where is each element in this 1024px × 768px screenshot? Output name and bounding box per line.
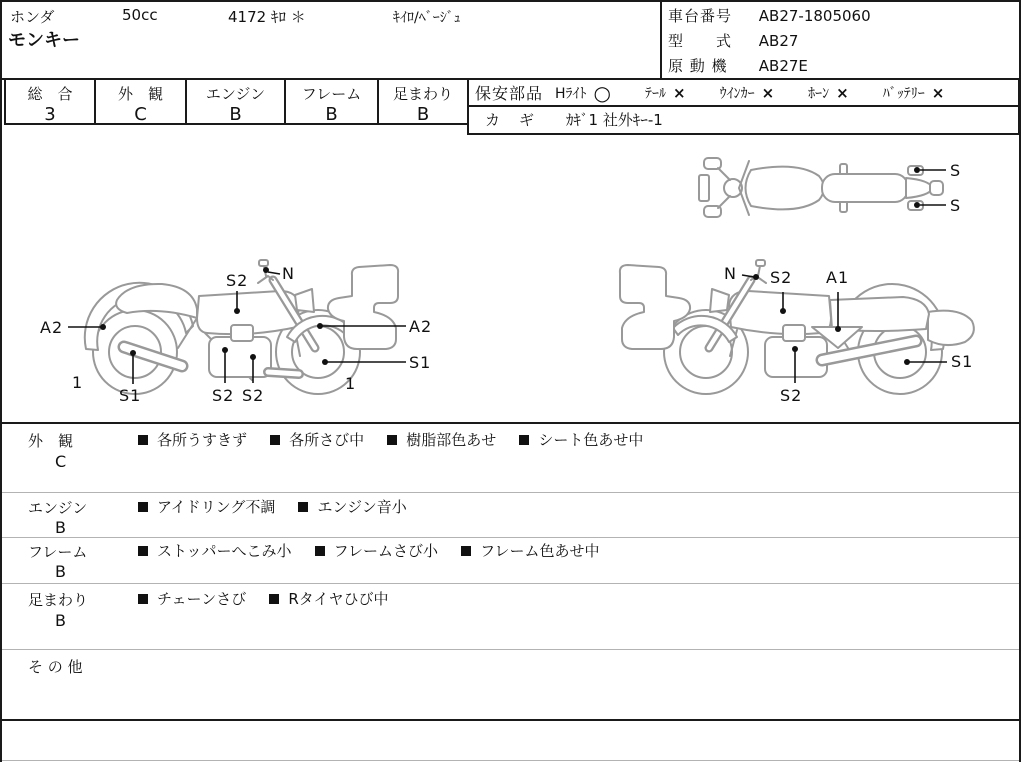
- section-comments: [138, 540, 618, 561]
- engine-label: 原 動 機: [668, 57, 728, 75]
- comment-text: シート色あせ中: [538, 431, 644, 449]
- bullet-square-icon: [298, 502, 308, 512]
- right-bike-drawing: [620, 260, 974, 394]
- bullet-square-icon: [270, 435, 280, 445]
- divider: [0, 719, 1021, 721]
- divider-header-vertical: [660, 0, 662, 78]
- divider: [2, 583, 1019, 584]
- safety-item-label: Hﾗｲﾄ: [555, 85, 587, 102]
- part-label-n-left: N: [282, 264, 295, 283]
- safety-item-label: ﾃｰﾙ: [645, 85, 666, 102]
- section-comments: [138, 588, 406, 609]
- divider: [2, 537, 1019, 538]
- safety-item-label: ｳｲﾝｶｰ: [719, 85, 755, 102]
- status-ng-mark: ×: [761, 83, 775, 102]
- key-label: カ ギ: [485, 110, 537, 129]
- type-row: [668, 30, 798, 51]
- chassis-number-row: [668, 5, 871, 26]
- divider: [2, 649, 1019, 650]
- comment-text: エンジン音小: [317, 498, 407, 516]
- part-label-s2-rbottom: S2: [780, 386, 803, 405]
- section-label: 足まわり: [28, 591, 89, 609]
- section-grade: B: [55, 518, 66, 537]
- bullet-square-icon: [138, 594, 148, 604]
- section-grade: C: [55, 452, 67, 471]
- safety-item-headlight: [555, 80, 611, 105]
- section-comments: [138, 429, 661, 450]
- bullet-square-icon: [387, 435, 397, 445]
- part-label-n-right: N: [724, 264, 737, 283]
- rating-box-overall: [4, 78, 96, 125]
- top-view-drawing: [699, 158, 943, 217]
- status-ng-mark: ×: [673, 83, 686, 102]
- rating-value: 3: [44, 104, 56, 125]
- bullet-square-icon: [269, 594, 279, 604]
- part-label-s1-bottom: S1: [119, 386, 142, 405]
- comment-item: [270, 429, 364, 450]
- rating-label: エンジン: [205, 85, 266, 103]
- status-ng-mark: ×: [836, 83, 849, 102]
- safety-parts-row: [469, 80, 1018, 107]
- type-value: AB27: [758, 32, 799, 50]
- comment-item: [138, 429, 247, 450]
- rating-label: 総 合: [27, 85, 73, 103]
- comment-item: [138, 540, 292, 561]
- rating-box-exterior: [94, 78, 187, 125]
- comment-item: [138, 588, 246, 609]
- comment-item: [298, 496, 406, 517]
- comment-text: 樹脂部色あせ: [406, 431, 497, 449]
- model-name: モンキー: [8, 30, 80, 51]
- part-label-s2-b1: S2: [212, 386, 235, 405]
- rating-label: 足まわり: [392, 85, 453, 103]
- part-label-s2-top: S2: [226, 271, 249, 290]
- comment-text: 各所さび中: [289, 431, 365, 449]
- bullet-square-icon: [138, 435, 148, 445]
- comment-item: [138, 496, 275, 517]
- body-color: ｷｲﾛ/ﾍﾞｰｼﾞｭ: [393, 10, 461, 26]
- part-label-s-lower: S: [950, 196, 962, 215]
- comment-text: フレーム色あせ中: [480, 542, 600, 560]
- safety-parts-title: 保安部品: [475, 84, 544, 103]
- part-label-1-left: 1: [72, 373, 84, 392]
- rating-value: C: [134, 104, 147, 125]
- part-label-s2-b2: S2: [242, 386, 265, 405]
- safety-item-label: ﾎｰﾝ: [808, 85, 830, 102]
- part-label-s2-rtop: S2: [770, 268, 793, 287]
- part-label-a1: A1: [826, 268, 850, 287]
- status-ok-mark: ○: [593, 80, 611, 105]
- safety-item-battery: [883, 83, 945, 103]
- part-label-a2-right: A2: [409, 317, 433, 336]
- engine-value: AB27E: [758, 57, 808, 75]
- safety-item-winker: [720, 83, 775, 103]
- rating-label: 外 観: [117, 85, 163, 103]
- bullet-square-icon: [138, 546, 148, 556]
- rating-label: フレーム: [301, 85, 362, 103]
- section-label: フレーム: [28, 543, 88, 561]
- engine-row: [668, 55, 808, 76]
- part-label-1-right: 1: [345, 374, 357, 393]
- comment-item: [315, 540, 438, 561]
- bullet-square-icon: [138, 502, 148, 512]
- displacement: 50cc: [122, 6, 158, 24]
- divider: [2, 492, 1019, 493]
- comment-item: [387, 429, 496, 450]
- part-label-a2-left: A2: [40, 318, 64, 337]
- comment-item: [269, 588, 388, 609]
- section-grade: B: [55, 611, 66, 630]
- chassis-number-label: 車台番号: [668, 7, 733, 25]
- part-label-s1-right: S1: [409, 353, 432, 372]
- mileage: 4172 ｷﾛ ＊: [228, 8, 306, 26]
- status-ng-mark: ×: [931, 83, 945, 102]
- part-label-s1-rear: S1: [951, 352, 974, 371]
- comment-text: 各所うすきず: [157, 431, 248, 449]
- rating-box-frame: [284, 78, 379, 125]
- bullet-square-icon: [519, 435, 529, 445]
- rating-box-engine: [185, 78, 286, 125]
- section-label: 外 観: [28, 432, 74, 450]
- chassis-number-value: AB27-1805060: [758, 7, 871, 25]
- divider: [2, 760, 1019, 761]
- part-label-s-upper: S: [950, 161, 962, 180]
- diagram-area: [2, 124, 1019, 424]
- rating-value: B: [325, 104, 338, 125]
- comment-text: チェーンさび: [157, 590, 247, 608]
- comment-text: フレームさび小: [333, 542, 439, 560]
- type-label: 型 式: [668, 32, 733, 50]
- comment-item: [519, 429, 643, 450]
- divider-top: [0, 0, 1021, 2]
- safety-item-label: ﾊﾞｯﾃﾘｰ: [882, 85, 925, 102]
- bullet-square-icon: [461, 546, 471, 556]
- section-comments: [138, 496, 425, 517]
- bullet-square-icon: [315, 546, 325, 556]
- section-label: エンジン: [28, 499, 88, 517]
- rating-box-undercarriage: [377, 78, 469, 125]
- divider: [0, 422, 1021, 424]
- safety-item-horn: [808, 83, 849, 103]
- comment-text: Rタイヤひび中: [288, 590, 389, 608]
- section-grade: B: [55, 562, 66, 581]
- rating-value: B: [416, 104, 430, 125]
- comment-item: [461, 540, 599, 561]
- maker-name: ホンダ: [10, 8, 55, 26]
- comment-text: ストッパーへこみ小: [157, 542, 292, 560]
- safety-item-tail: [645, 83, 686, 103]
- key-value: ｶｷﾞ1 社外ｷｰ-1: [566, 110, 663, 129]
- comment-text: アイドリング不調: [157, 498, 276, 516]
- rating-value: B: [229, 104, 242, 125]
- section-label: そ の 他: [28, 658, 83, 676]
